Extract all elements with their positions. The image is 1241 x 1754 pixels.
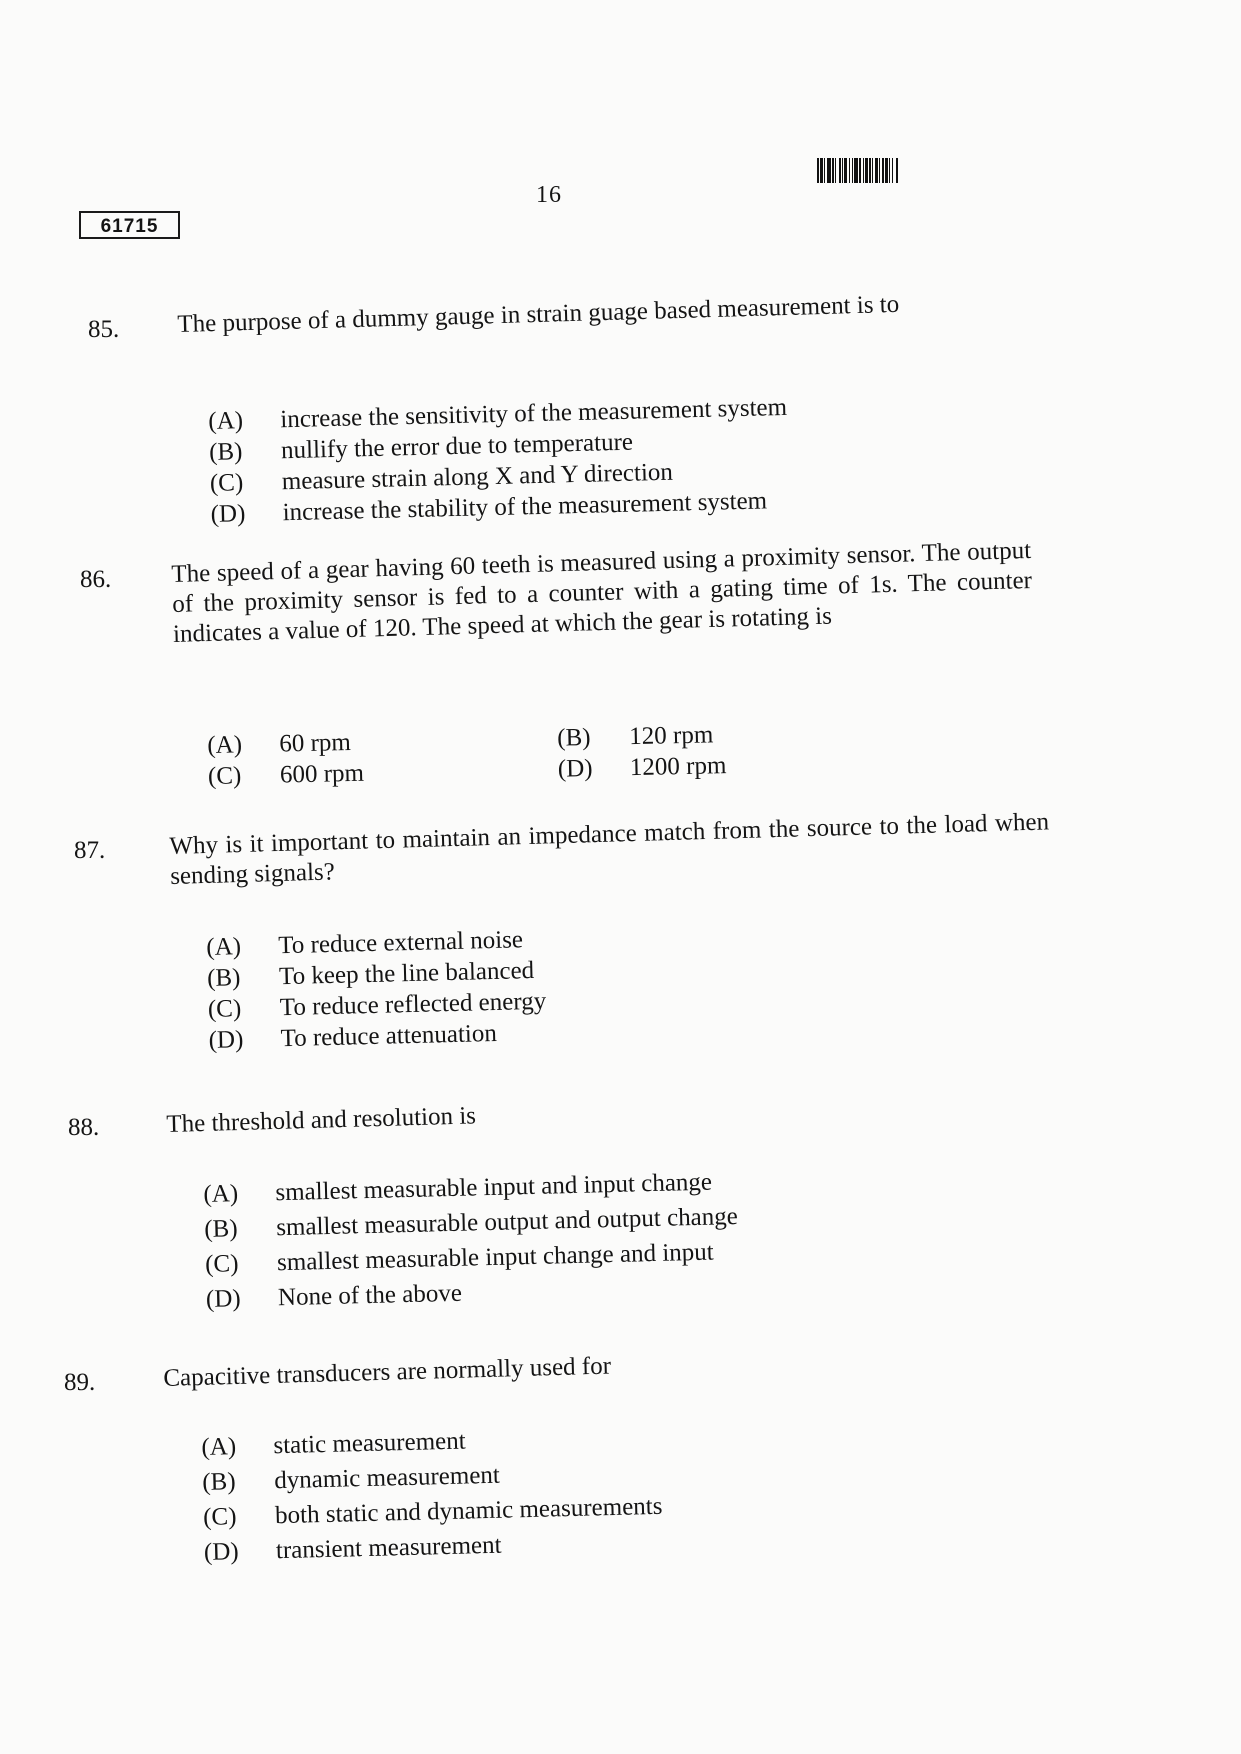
option-text: increase the sensitivity of the measurement system: [280, 393, 788, 434]
options-list: [208, 392, 790, 530]
option-letter: (D): [208, 1026, 244, 1054]
option-text: To keep the line balanced: [278, 956, 535, 991]
question-number: 89.: [64, 1369, 96, 1396]
option-text: smallest measurable input change and input: [276, 1238, 715, 1277]
question-number: 85.: [88, 316, 120, 343]
option-letter: (B): [201, 1468, 236, 1496]
option-text: smallest measurable output and output change: [275, 1202, 739, 1242]
options-list: [201, 1419, 664, 1570]
option-letter: (D): [557, 754, 593, 783]
option-letter: (A): [201, 1433, 237, 1461]
option-text: increase the stability of the measurement system: [282, 487, 768, 527]
option-text: To reduce reflected energy: [279, 987, 547, 1022]
question-number: 88.: [68, 1114, 100, 1141]
option-letter: (D): [205, 1285, 242, 1313]
question-text: The purpose of a dummy gauge in strain guage based measurement is to: [177, 290, 900, 338]
barcode: [817, 158, 987, 183]
option-letter: (A): [206, 933, 242, 961]
option-text: 60 rpm: [279, 728, 352, 758]
question-number: 86.: [80, 566, 112, 593]
question-text: Capacitive transducers are normally used for: [163, 1352, 612, 1392]
option-letter: (D): [210, 500, 246, 528]
option-text: nullify the error due to temperature: [280, 428, 634, 465]
option-text: 600 rpm: [279, 759, 365, 789]
question-text: The speed of a gear having 60 teeth is measured using a proximity sensor. The output of the proximity sensor is fed to a counter with a gating time of 1s. The counter indicates a value of 120. The speed at which the gear is rotating is: [171, 536, 1033, 648]
option-letter: (D): [203, 1538, 240, 1566]
option-text: measure strain along X and Y direction: [281, 458, 674, 496]
option-letter: (C): [204, 1250, 239, 1278]
option-text: transient measurement: [275, 1531, 502, 1565]
option-text: To reduce external noise: [278, 926, 524, 960]
option-letter: (B): [208, 438, 243, 466]
option-text: static measurement: [273, 1427, 466, 1460]
question-text: Why is it important to maintain an impedance match from the source to the load when sending signals?: [169, 808, 1050, 890]
question-number: 87.: [74, 837, 106, 864]
option-letter: (B): [203, 1215, 238, 1243]
options-list: [203, 1164, 740, 1317]
option-text: dynamic measurement: [273, 1461, 501, 1495]
option-letter: (B): [206, 964, 241, 992]
options-list: [206, 924, 547, 1056]
option-letter: (B): [556, 723, 591, 752]
option-letter: (C): [207, 762, 242, 790]
option-text: both static and dynamic measurements: [274, 1492, 663, 1530]
option-letter: (A): [208, 407, 244, 435]
option-text: smallest measurable input and input change: [275, 1168, 713, 1207]
option-text: 120 rpm: [628, 721, 714, 751]
option-text: 1200 rpm: [629, 752, 727, 782]
options-grid: [207, 715, 908, 792]
option-d: [558, 746, 909, 784]
option-text: To reduce attenuation: [280, 1019, 498, 1053]
option-letter: (C): [202, 1503, 237, 1531]
option-text: None of the above: [277, 1279, 463, 1312]
question-text: The threshold and resolution is: [166, 1102, 477, 1138]
option-letter: (A): [203, 1180, 239, 1208]
page-number: 16: [536, 182, 562, 208]
option-letter: (C): [207, 995, 242, 1023]
barcode-bar: [898, 158, 899, 183]
option-letter: (A): [207, 731, 243, 759]
option-letter: (C): [209, 469, 244, 497]
option-c: [208, 754, 559, 792]
paper-code-box: 61715: [79, 211, 180, 239]
